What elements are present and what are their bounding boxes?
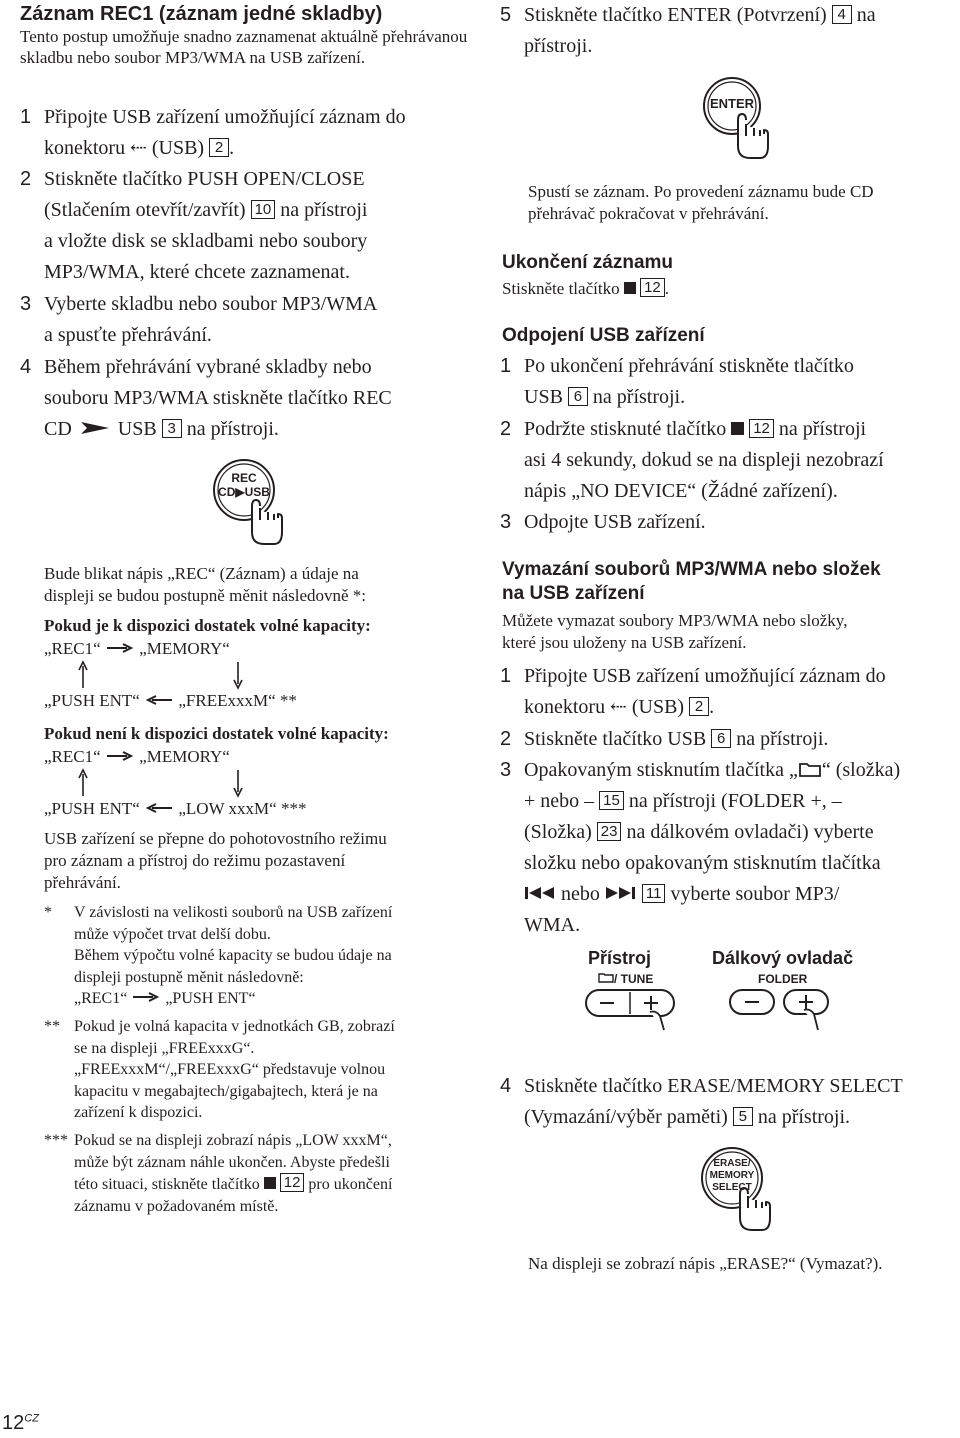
remote-label: Dálkový ovladač [712, 948, 854, 968]
case1-sequence-2: „PUSH ENT“ „FREExxxM“ ** [44, 691, 297, 710]
case2-title: Pokud není k dispozici dostatek volné kapacity: [44, 724, 389, 743]
erase-memory-select-button-illustration: ERASE/ MEMORY SELECT [698, 1146, 788, 1239]
number-box: 12 [640, 278, 665, 297]
disconnect-heading: Odpojení USB zařízení [502, 325, 705, 346]
number-box: 15 [599, 791, 624, 810]
stop-heading: Ukončení záznamu [502, 252, 674, 273]
number-box: 12 [749, 419, 774, 438]
rec-cd-usb-button-illustration: REC CD▶USB [212, 458, 284, 553]
enter-button-illustration: ENTER [698, 76, 788, 167]
arrow-right-icon [105, 750, 135, 762]
delete-intro: Můžete vymazat soubory MP3/WMA nebo složky, které jsou uloženy na USB zařízení. [502, 611, 848, 652]
stop-icon [731, 422, 744, 435]
after-enter-text: Spustí se záznam. Po provedení záznamu bude CD přehrávač pokračovat v přehrávání. [528, 182, 874, 223]
arrow-right-icon [105, 642, 135, 654]
folder-icon [798, 760, 822, 778]
play-arrow-icon [77, 420, 113, 436]
number-box: 4 [832, 5, 852, 24]
delete-heading: Vymazání souborů MP3/WMA nebo složek na USB zařízení [502, 559, 881, 604]
arrow-down-icon [232, 660, 244, 690]
number-box: 10 [251, 200, 276, 219]
device-label: Přístroj [588, 948, 652, 968]
arrow-up-icon [77, 768, 89, 798]
number-box: 6 [711, 729, 731, 748]
number-box: 5 [733, 1107, 753, 1126]
case2-sequence: „REC1“ „MEMORY“ [44, 747, 230, 766]
arrow-right-icon [131, 991, 161, 1003]
arrow-left-icon [144, 802, 174, 814]
stop-icon [624, 282, 636, 294]
number-box: 23 [597, 822, 622, 841]
arrow-left-icon [144, 694, 174, 706]
case2-sequence-2: „PUSH ENT“ „LOW xxxM“ *** [44, 799, 307, 818]
arrow-down-icon [232, 768, 244, 798]
number-box: 2 [689, 697, 709, 716]
device-sub: / TUNE [598, 972, 653, 986]
stop-text: Stiskněte tlačítko 12 . [502, 279, 670, 298]
stop-icon [264, 1177, 276, 1189]
blink-text: Bude blikat nápis „REC“ (Záznam) a údaje na displeji se budou postupně měnit následovně *: [44, 564, 367, 605]
number-box: 6 [568, 387, 588, 406]
remote-sub: FOLDER [758, 972, 808, 986]
page-number: $12^{CZ}$ [2, 1412, 39, 1434]
previous-track-icon [524, 885, 556, 901]
device-minus-plus-buttons [580, 986, 680, 1032]
folder-icon [598, 972, 614, 983]
number-box: 2 [209, 138, 229, 157]
next-track-icon [605, 885, 637, 901]
case1-sequence: „REC1“ „MEMORY“ [44, 639, 230, 658]
number-box: 12 [280, 1173, 305, 1192]
number-box: 11 [642, 884, 666, 903]
section-heading-rec1: Záznam REC1 (záznam jedné skladby) [20, 3, 383, 25]
standby-text: USB zařízení se přepne do pohotovostního režimu pro záznam a přístroj do režimu pozastavení přehrávání. [44, 829, 387, 892]
number-box: 3 [162, 419, 182, 438]
case1-title: Pokud je k dispozici dostatek volné kapacity: [44, 616, 371, 635]
rec1-intro: Tento postup umožňuje snadno zaznamenat aktuálně přehrávanou skladbu nebo soubor MP3/WMA na USB zařízení. [20, 27, 468, 67]
remote-folder-buttons [726, 986, 832, 1032]
erase-text: Na displeji se zobrazí nápis „ERASE?“ (Vymazat?). [528, 1254, 883, 1273]
arrow-up-icon [77, 660, 89, 690]
